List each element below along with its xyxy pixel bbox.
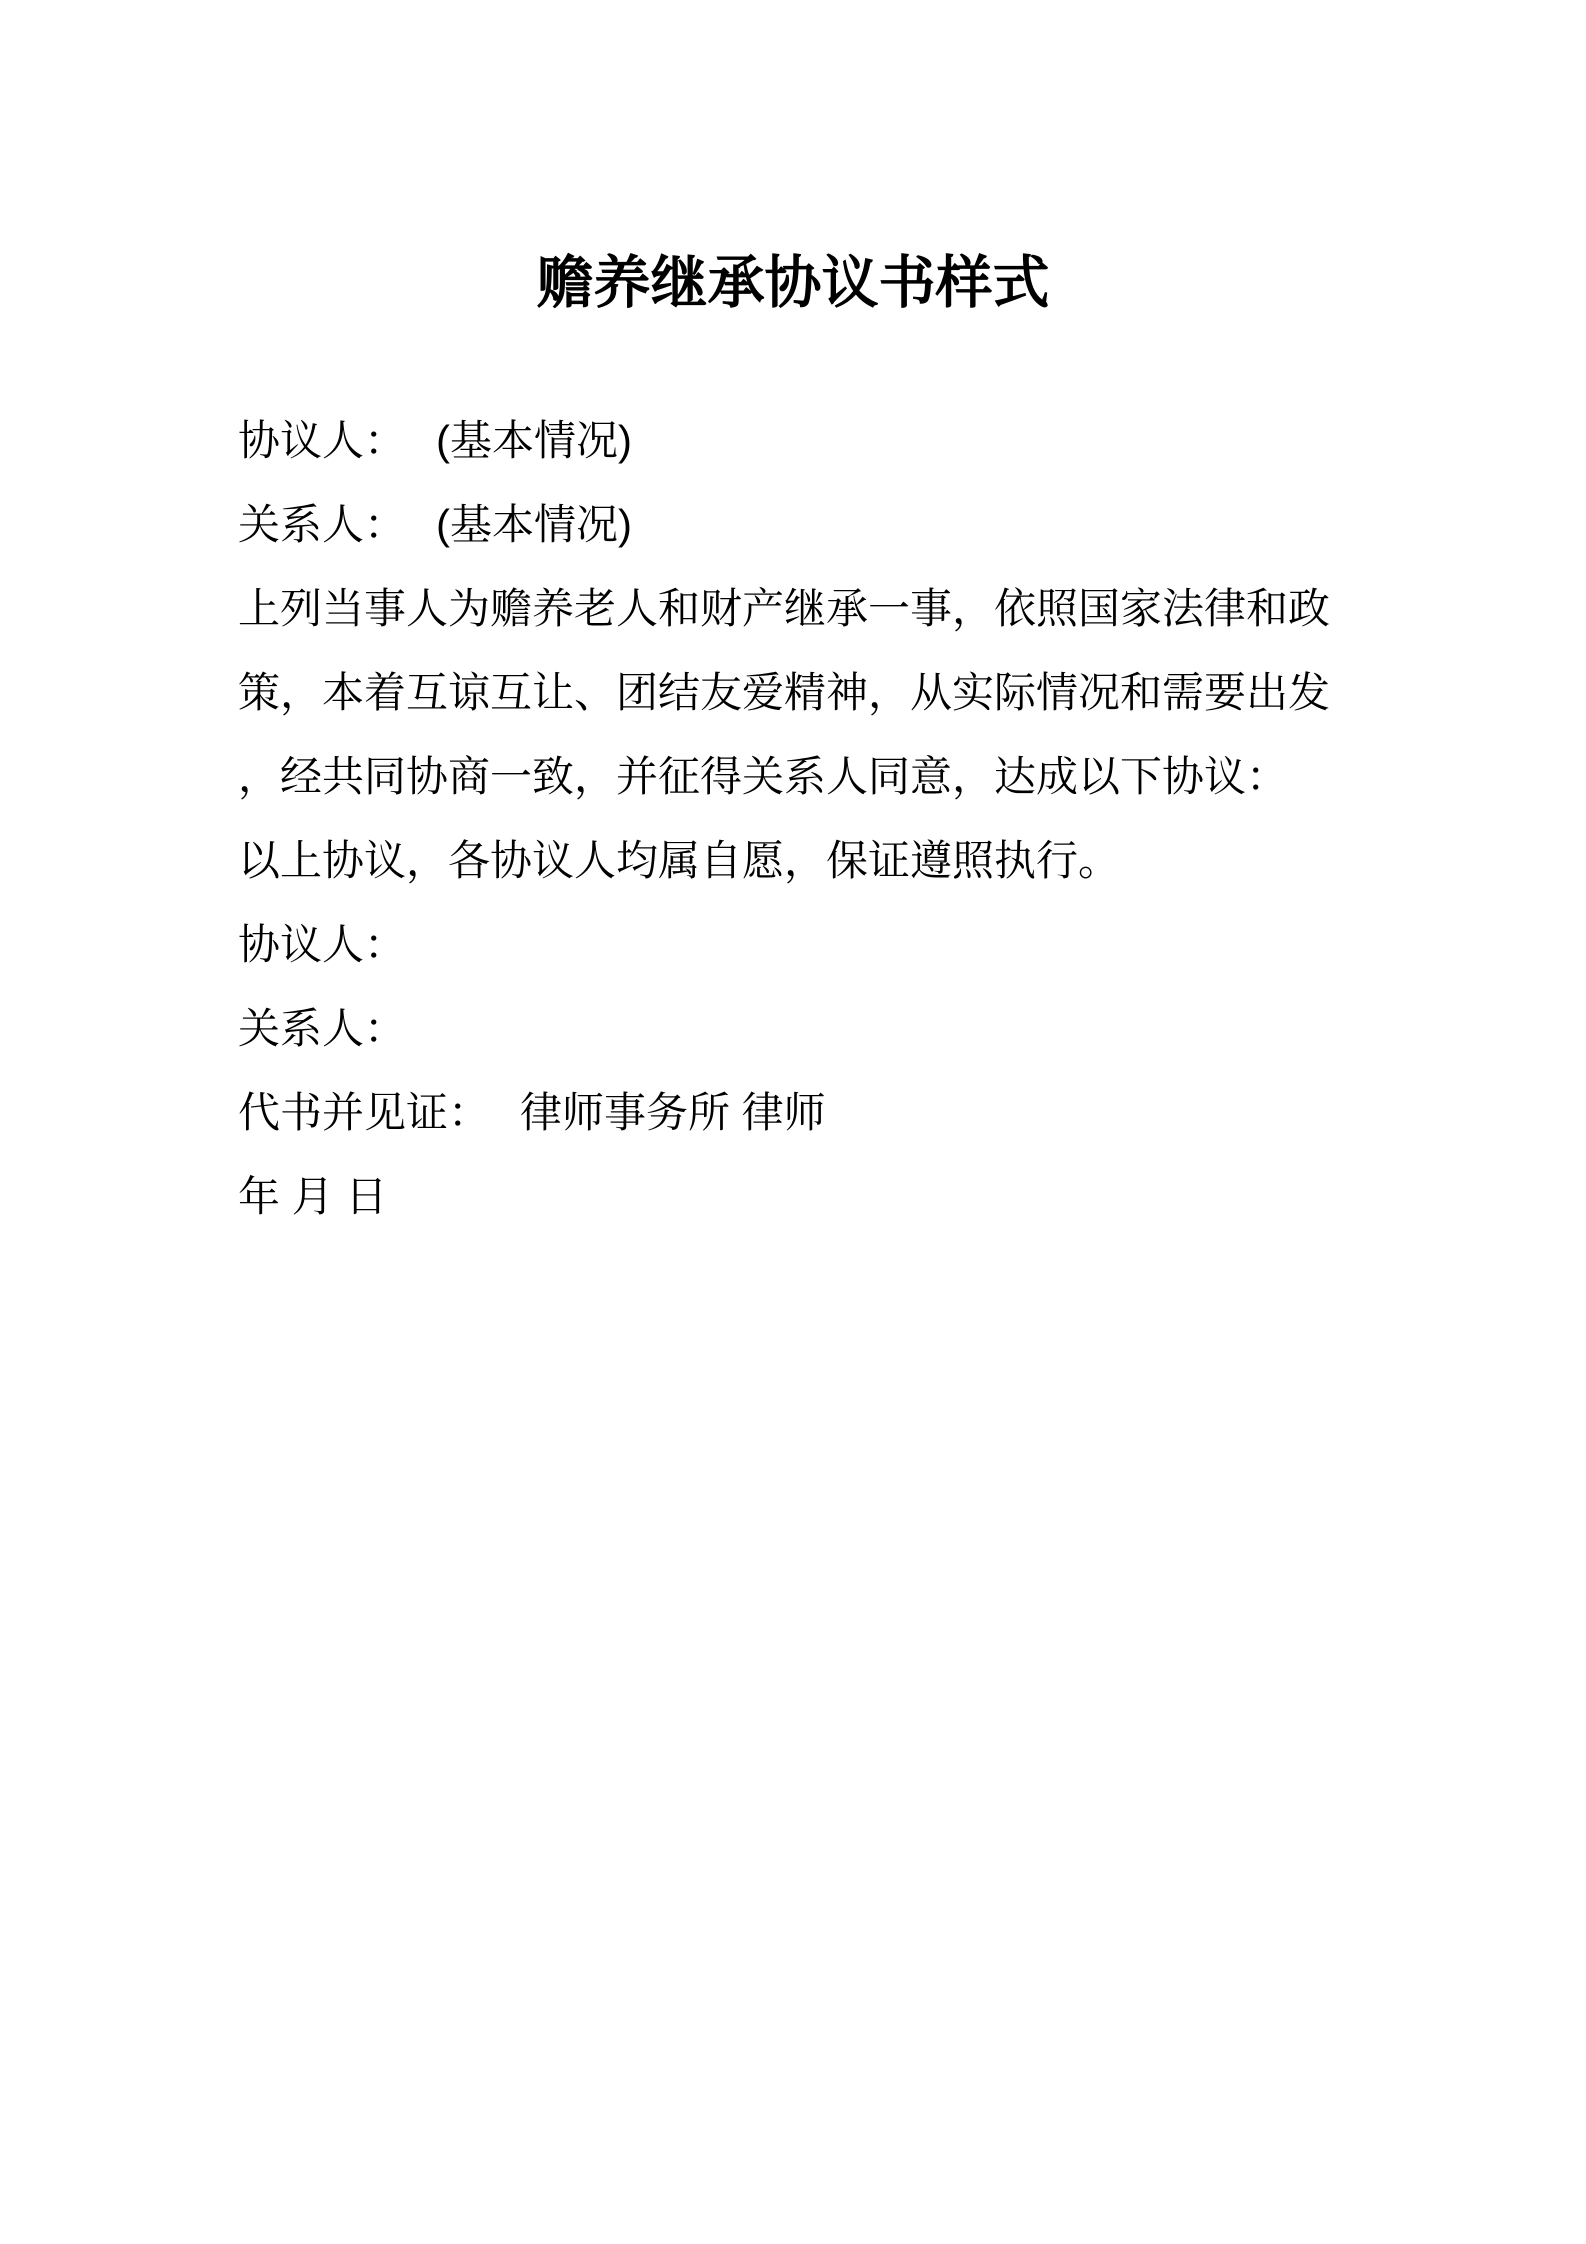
text-line [238,903,1398,987]
text-line [238,399,1398,483]
text-line [238,1155,1398,1239]
line-text: 协议人： [238,417,407,464]
document-title: 赡养继承协议书样式 [536,251,1050,315]
text-line [238,819,1398,903]
line-value: (基本情况) [436,501,632,548]
text-line [238,987,1398,1071]
text-line [238,735,1398,819]
line-text: ，经共同协商一致，并征得关系人同意，达成以下协议： [238,753,1289,800]
line-text: 策，本着互谅互让、团结友爱精神，从实际情况和需要出发 [238,669,1331,716]
line-value: 律师事务所 律师 [520,1089,826,1136]
text-line [238,651,1398,735]
text-line [238,567,1398,651]
document-body [238,399,1398,1239]
line-text: 上列当事人为赡养老人和财产继承一事，依照国家法律和政 [238,585,1331,632]
line-text: 关系人： [238,1005,407,1052]
line-text: 年 月 日 [238,1173,388,1220]
text-line [238,483,1398,567]
line-text: 代书并见证： [238,1089,491,1136]
text-line [238,1071,1398,1155]
line-text: 协议人： [238,921,407,968]
line-text: 以上协议，各协议人均属自愿，保证遵照执行。 [238,837,1121,884]
line-text: 关系人： [238,501,407,548]
line-value: (基本情况) [436,417,632,464]
